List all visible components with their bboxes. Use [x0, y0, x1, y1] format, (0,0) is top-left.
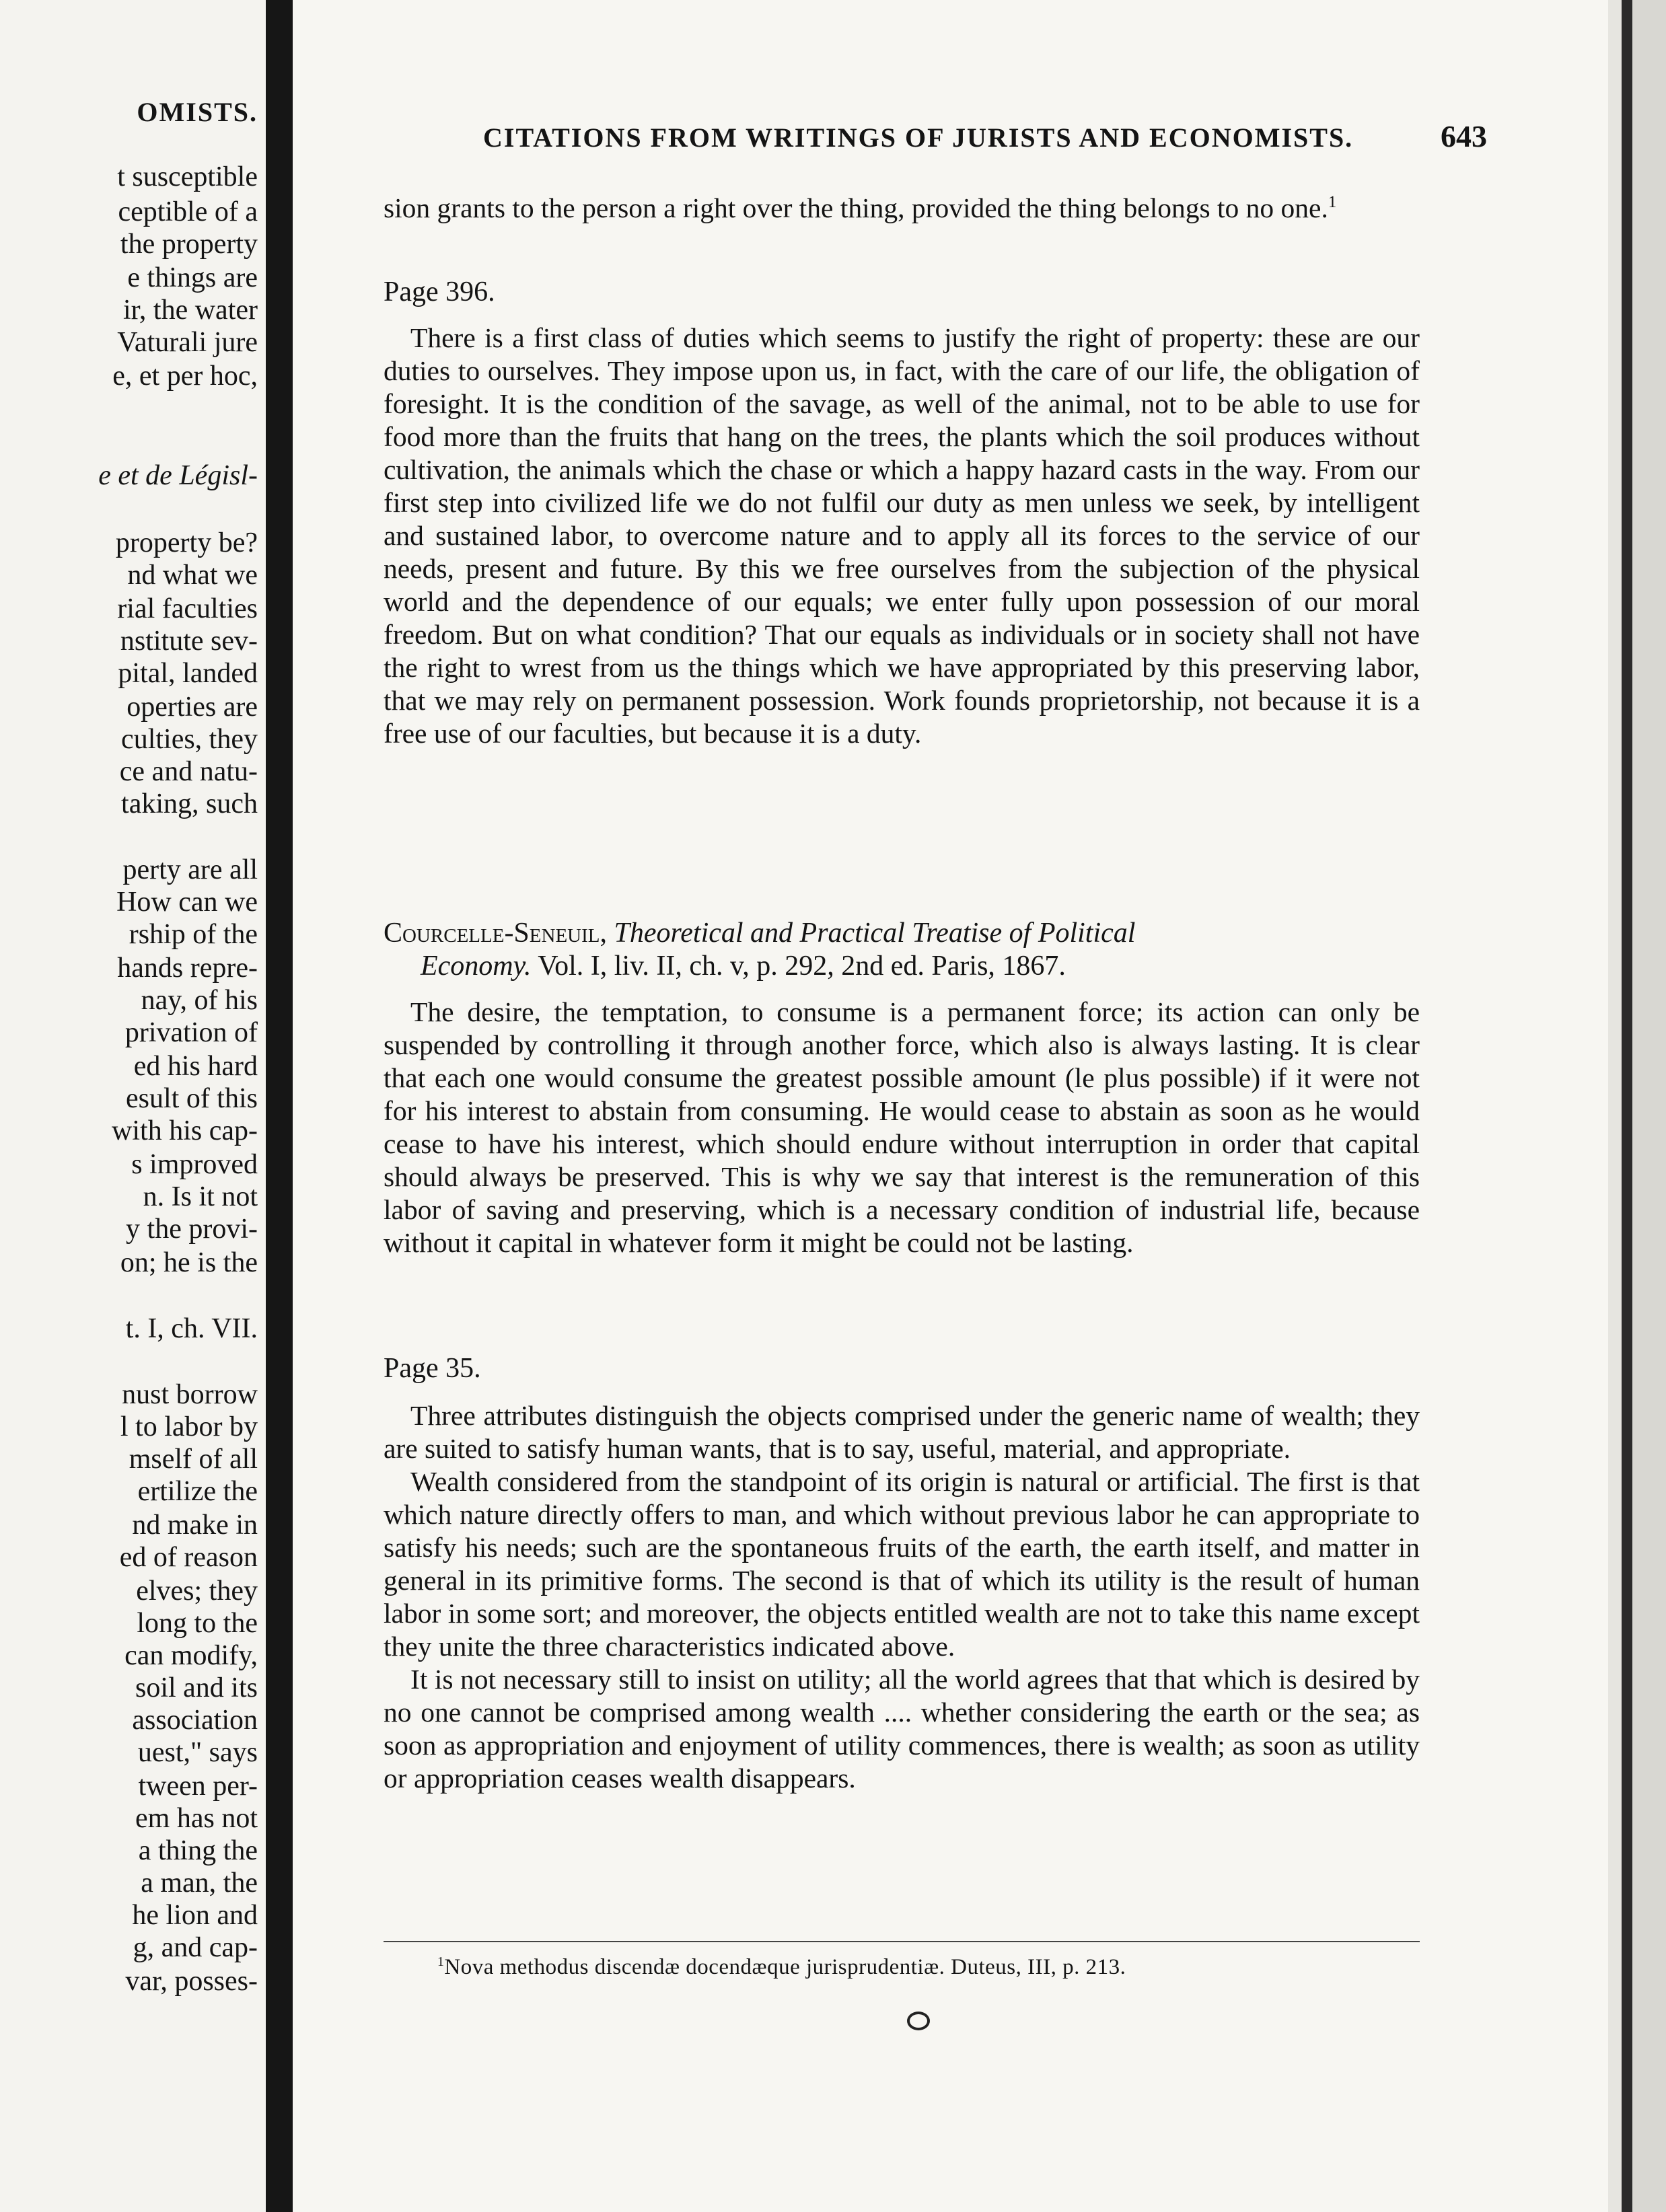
left-page-line: on; he is the: [120, 1247, 258, 1278]
left-page-line: nust borrow: [122, 1379, 258, 1410]
left-page-line: e et de Législ-: [98, 460, 258, 491]
footnote-text: Nova methodus discendæ docendæque jurisprudentiæ. Duteus, III, p. 213.: [444, 1955, 1126, 1979]
left-page-line: OMISTS.: [137, 97, 258, 127]
left-page-line: perty are all: [122, 854, 258, 885]
left-page-line: e things are: [127, 262, 258, 293]
printer-mark-icon: [907, 2012, 930, 2030]
left-page-line: ce and natu-: [119, 756, 258, 787]
left-page-line: hands repre-: [117, 953, 258, 984]
citation: [384, 917, 1420, 983]
left-page-line: can modify,: [124, 1640, 258, 1671]
left-page-line: esult of this: [126, 1083, 258, 1114]
section-courcelle: [384, 996, 1420, 1259]
left-page-line: he lion and: [132, 1900, 258, 1931]
left-page-line: uest," says: [137, 1737, 258, 1768]
paragraph: Wealth considered from the standpoint of its origin is natural or artificial. The first is that which nature directly offers to man, and which without previous labor he can appropriate to satisfy his needs; such are the spontaneous fruits of the earth, the earth itself, and matter in general in its primitive forms. The second is that of which its utility is the result of human labor in some sort; and moreover, the objects entitled wealth are not to take this name except they unite the three characteristics indicated above.: [384, 1466, 1420, 1662]
left-page-line: rial faculties: [117, 593, 258, 624]
paragraph: It is not necessary still to insist on utility; all the world agrees that that which is desired by no one cannot be comprised among wealth .... whether considering the earth or the sea; as soon as appropriation and enjoyment of utility commences, there is wealth; as soon as utility or appropriation ceases wealth disappears.: [384, 1664, 1420, 1794]
left-page-line: t susceptible: [117, 161, 258, 192]
paragraph: There is a first class of duties which seems to justify the right of property: these are our duties to ourselves. They impose upon us, in fact, with the care of our life, the obligation of foresight. It is the condition of the savage, as well of the animal, not to be able to use for food more than the fruits that hang on the trees, the plants which the soil produces without cultivation, the animals which the chase or which a happy hazard casts in the way. From our first step into civilized life we do not fulfil our duty as men unless we seek, by intelligent and sustained labor, to overcome nature and to apply all its forces to the service of our needs, present and future. By this we free ourselves from the subjection of the physical world and the dependence of our equals; we enter fully upon possession of our moral freedom. But on what condition? That our equals as individuals or in society shall not have the right to wrest from us the things which we have appropriated by this preserving labor, that we may rely on permanent possession. Work founds proprietorship, not because it is a free use of our faculties, but because it is a duty.: [384, 322, 1420, 749]
left-page-line: nd what we: [127, 560, 258, 591]
left-page-line: ir, the water: [122, 295, 258, 326]
left-page-line: association: [132, 1705, 258, 1736]
paragraph: The desire, the temptation, to consume is a permanent force; its action can only be suspended by controlling it through another force, which also is always lasting. It is clear that each one would consume the greatest possible amount (le plus possible) if it were not for his interest to abstain from consuming. He would cease to abstain as soon as he would cease to have his interest, which should endure without interruption in order that capital should always be preserved. This is why we say that interest is the remuneration of this labor of saving and preserving, which is a necessary condition of industrial life, because without it capital in whatever form it might be could not be lasting.: [384, 996, 1420, 1258]
left-page-line: tween per-: [138, 1771, 258, 1802]
continuation-paragraph: sion grants to the person a right over the thing, provided the thing belongs to no one.: [384, 192, 1328, 223]
left-page-line: var, posses-: [125, 1966, 258, 1997]
left-page-line: nay, of his: [141, 985, 258, 1016]
left-page-line: t. I, ch. VII.: [125, 1313, 258, 1344]
left-page-line: nstitute sev-: [120, 626, 258, 657]
left-page-line: ertilize the: [137, 1476, 258, 1507]
citation-title: Theoretical and Practical Treatise of Political: [614, 918, 1136, 949]
left-page-line: g, and cap-: [133, 1932, 258, 1963]
left-page-line: ed of reason: [119, 1542, 258, 1573]
left-page-line: the property: [120, 229, 258, 260]
left-page-line: y the provi-: [126, 1214, 258, 1245]
left-page-line: em has not: [135, 1803, 258, 1834]
page-edge: [1608, 0, 1666, 2212]
left-page-line: operties are: [126, 692, 258, 723]
left-page-line: mself of all: [129, 1444, 258, 1475]
left-page-line: taking, such: [121, 788, 258, 819]
left-page-line: nd make in: [132, 1510, 258, 1541]
left-page-line: culties, they: [121, 724, 258, 755]
footnote-reference: 1: [1328, 193, 1337, 211]
left-page-line: ed his hard: [133, 1051, 258, 1082]
citation-title-cont: Economy.: [421, 951, 532, 982]
running-title: CITATIONS FROM WRITINGS OF JURISTS AND ECONOMISTS.: [483, 122, 1354, 153]
left-page-line: a thing the: [138, 1835, 258, 1866]
left-page-line: n. Is it not: [143, 1181, 258, 1212]
left-page-line: Vaturali jure: [117, 327, 258, 358]
left-page-line: pital, landed: [118, 658, 258, 689]
left-page-line: e, et per hoc,: [112, 361, 258, 392]
citation-details: Vol. I, liv. II, ch. v, p. 292, 2nd ed. Paris, 1867.: [538, 951, 1066, 982]
footnote: [437, 1954, 1126, 1980]
left-page-line: ceptible of a: [118, 196, 258, 227]
left-page-line: privation of: [124, 1017, 258, 1048]
section-page-396: [384, 322, 1420, 750]
left-page-line: l to labor by: [120, 1411, 258, 1442]
left-page-line: s improved: [131, 1149, 258, 1180]
page-gutter: [266, 0, 293, 2212]
section-page-35: [384, 1399, 1420, 1795]
left-page-line: soil and its: [135, 1672, 258, 1703]
left-facing-page: [0, 0, 266, 2212]
section-heading-page-35: Page 35.: [384, 1353, 481, 1384]
left-page-line: a man, the: [141, 1868, 258, 1898]
footnote-mark: 1: [437, 1954, 445, 1969]
footnote-rule: [384, 1941, 1420, 1942]
left-page-line: rship of the: [129, 919, 258, 950]
continuation-text: [384, 186, 1420, 225]
left-page-line: How can we: [116, 887, 258, 918]
paragraph: Three attributes distinguish the objects comprised under the generic name of wealth; they are suited to satisfy human wants, that is to say, useful, material, and appropriate.: [384, 1400, 1420, 1464]
page-number: 643: [1441, 119, 1487, 153]
left-page-line: elves; they: [136, 1576, 258, 1607]
running-head: [483, 118, 1487, 154]
section-heading-page-396: Page 396.: [384, 276, 495, 307]
right-page: [293, 0, 1608, 2212]
citation-author: Courcelle-Seneuil,: [384, 918, 607, 949]
left-page-line: with his cap-: [112, 1115, 258, 1146]
left-page-line: long to the: [137, 1608, 258, 1639]
left-page-line: property be?: [115, 527, 258, 558]
